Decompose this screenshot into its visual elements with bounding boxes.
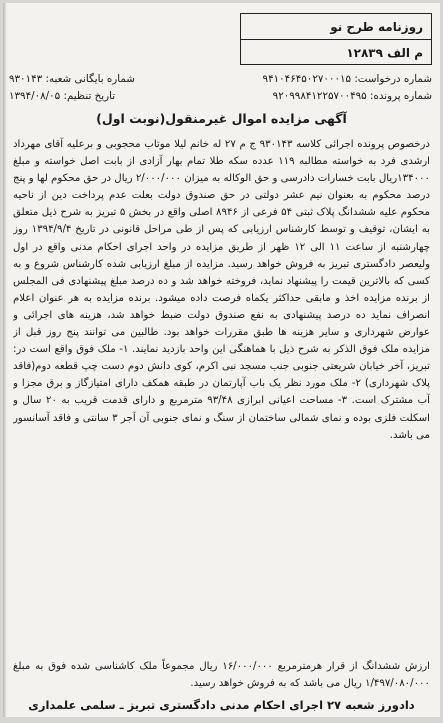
archive-number-value: ۹۳۰۱۴۳ — [9, 73, 43, 85]
issue-number-row — [241, 39, 431, 65]
newspaper-name-row — [241, 14, 431, 39]
issue-date-label: تاریخ تنظیم: — [63, 90, 116, 102]
issue-date-value: ۱۳۹۴/۰۸/۰۵ — [9, 90, 61, 102]
case-number-label: شماره پرونده: — [369, 90, 432, 102]
request-number-label: شماره درخواست: — [354, 73, 432, 85]
case-metadata — [9, 71, 432, 105]
case-number — [273, 88, 432, 105]
notice-page — [3, 3, 440, 717]
issue-number: م الف ۱۲۸۳۹ — [346, 45, 423, 60]
archive-number — [9, 71, 135, 88]
signature-line: دادورز شعبه ۲۷ اجرای احکام مدنی دادگستری تبریز ـ سلمی علمداری — [28, 698, 415, 712]
notice-title: آگهی مزایده اموال غیرمنقول(نوبت اول) — [96, 111, 347, 126]
issue-date — [9, 88, 115, 105]
archive-number-label: شماره بایگانی شعبه: — [45, 73, 135, 85]
case-number-value: ۹۲۰۹۹۸۴۱۲۲۵۷۰۰۴۹۵ — [272, 90, 367, 102]
notice-body: درخصوص پرونده اجرائی کلاسه ۹۳۰۱۴۳ ج م ۲۷ له خانم لیلا موتاب محجوبی و برعلیه آقای مهرداد ارشدی فرد به خواسته مطالبه ۱۱۹ عدده سکه طلا تمام بهار آزادی از بابت اصل خواسته و مبلغ ۱۳۴۰۰۰ریال بابت خسارات دادرسی و حق الوکاله به میزان ۲/۰۰۰/۰۰۰ ریال در حق محکوم لها و پنج درصد محکوم به بعنوان نیم عشر دولتی در حق صندوق دولت بعلت عدم پرداخت دین از ناحیه محکوم علیه ششدانگ پلاک ثبتی ۵۴ فرعی از ۸۹۴۶ اصلی واقع در بخش ۵ تبریز به شرح ذیل متعلق به ایشان، توقیف و توسط کارشناس ارزیابی که پس از طی مراحل قانونی در تاریخ ۱۳۹۴/۹/۴ روز چهارشنبه از ساعت ۱۱ الی ۱۲ ظهر از طریق مزایده در واحد اجرای احکام مدنی واقع در اول ولیعصر دادگستری تبریز به فروش خواهد رسید. مزایده از مبلغ ارزیابی شده کارشناس شروع و به کسی که بالاترین قیمت را پیشنهاد نماید، فروخته خواهد شد و ده درصد مبلغ پیشنهادی فی المجلس از برنده مزایده اخذ و مابقی حداکثر یکماه فرصت داده میشود. برنده مزایده به هر عنوان اعلام انصراف نماید ده درصد پیشنهادی به نفع صندوق دولت ضبط خواهد شد، هزینه های اجرائی و عوارض شهرداری و سایر هزینه ها طبق مقررات خواهد بود. طالبین می توانند پنج روز قبل از مزایده ملک فوق الذکر به شرح ذیل با هماهنگی این واحد بازدید نمایند. ۱- ملک فوق واقع است در: تبریز، آخر خیابان شریعتی جنوبی جنب مسجد نبی اکرم، کوی دانش دوم دست چپ قطعه دوم(فاقد پلاک شهرداری) ۲- ملک مورد نظر یک باب آپارتمان در طبقه همکف دارای امتیازگاز و برق مجزا و آب مشترک است. ۳- مساحت اعیانی ابرازی ۹۳/۴۸ مترمربع و دارای قدمت قریب به ۲۰ سال و اسکلت فلزی بوده و نمای شمالی ساختمان از سنگ و نمای جنوبی آن آجر ۳ سانتی و فاقد آسانسور می باشد. — [13, 139, 430, 441]
newspaper-name: روزنامه طرح نو — [330, 19, 423, 34]
valuation-text: ارزش ششدانگ از قرار هرمترمربع ۱۶/۰۰۰/۰۰۰ ریال مجموعاً ملک کاشناسی شده فوق به مبلغ ۱/۴۹۷/۰۸۰/۰۰۰ ریال می باشد که به فروش خواهد رسید. — [13, 661, 431, 689]
request-number-value: ۹۴۱۰۴۶۴۵۰۲۷۰۰۰۱۵ — [262, 73, 352, 85]
newspaper-header-box — [240, 13, 432, 65]
request-number — [263, 71, 432, 88]
